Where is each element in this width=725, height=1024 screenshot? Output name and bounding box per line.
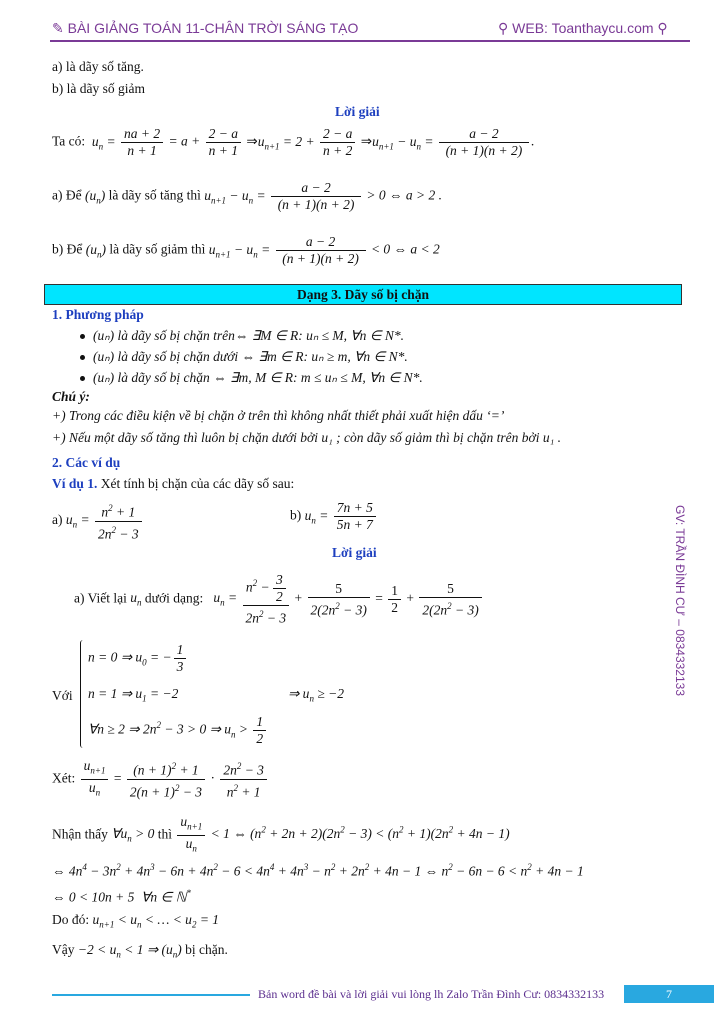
conclusion-formula: Vậy $-2 < u_n < 1$ ⇒ $(u_n)$ bị chặn. [52, 942, 228, 960]
example-text: Xét tính bị chặn của các dãy số sau: [100, 476, 295, 491]
de-a-label: a) Để [52, 187, 82, 203]
note-heading: Chú ý: [52, 389, 90, 404]
example-1 [52, 476, 294, 492]
header-left [52, 20, 358, 37]
method-title: 1. Phương pháp [52, 307, 144, 322]
header-right [498, 20, 668, 37]
note-2: +) Nếu một dãy số tăng thì luôn bị chặn dưới bởi u₁ ; còn dãy số giảm thì bị chặn trên bởi u₁ . [52, 430, 562, 445]
bullet-item: (uₙ) là dãy số bị chặn dưới ⇔ ∃m ∈ R: uₙ ≥ m, ∀n ∈ N*. [80, 349, 408, 365]
side-author: GV: TRẦN ĐÌNH CƯ – 0834332133 [673, 505, 687, 697]
voi-label: Với [52, 688, 73, 703]
example-a-formula: a) $u_n$ = $\frac{n^2 + 1}{2n^2 - 3}$ [52, 500, 144, 542]
solution-heading-2: Lời giải [332, 545, 377, 560]
taco-label: Ta có: [52, 133, 86, 149]
fraction: $\frac{na + 2}{n + 1}$ [121, 126, 163, 159]
footer-text: Bản word đề bài và lời giải vui lòng lh Zalo Trần Đình Cư: 0834332133 [258, 987, 605, 1001]
banner-title: Dạng 3. Dãy số bị chặn [296, 287, 430, 302]
solution-heading: Lời giải [335, 104, 380, 119]
dodo-formula: Do đó: $u_{n+1} < u_n$ < … < $u_2 = 1$ [52, 912, 220, 930]
note-1: +) Trong các điều kiện về bị chặn ở trên thì không nhất thiết phải xuất hiện dấu ‘=’ [52, 408, 505, 423]
footer-line [52, 994, 250, 996]
case-2: n = 1 ⇒ $u_1 = -2$ [88, 686, 179, 704]
case-brace [80, 640, 83, 748]
example-label: Ví dụ 1. [52, 476, 98, 491]
location-pin-icon: ⚲ [657, 20, 668, 36]
case-3: ∀n ≥ 2 ⇒ $2n^2 - 3 > 0$ ⇒ $u_n$ > $\frac{1}{2}$ [88, 714, 268, 747]
case-1: n = 0 ⇒ $u_0$ = − $\frac{1}{3}$ [88, 642, 188, 675]
item-a: a) là dãy số tăng. [52, 59, 144, 74]
section-banner [44, 284, 682, 305]
formula-increasing: a) Để $(u_n)$ là dãy số tăng thì $u_{n+1} - u_n$ = $\frac{a - 2}{(n + 1)(n + 2)}$ > 0 ⇔ a > 2 . [52, 180, 443, 212]
rewrite-formula: a) Viết lại $u_n$ dưới dạng: $u_n$ = $n^2$ − $\frac{3}{2}$ $2n^2 - 3$ + $\frac{5}{2(2n^2 - 3)}$ = $\frac{1}{2}$ + $\frac{5}{2(2n^2 - 3)}$ [74, 572, 484, 627]
header-website[interactable]: WEB: Toanthaycu.com [512, 20, 654, 36]
location-pin-icon: ⚲ [498, 20, 509, 36]
bullet-item: (uₙ) là dãy số bị chặn trên⇔ ∃M ∈ R: uₙ ≤ M, ∀n ∈ N*. [80, 328, 404, 344]
page-number-box [624, 985, 714, 1003]
simplify-formula: ⇔ 0 < 10n + 5 ∀n ∈ ℕ* [52, 888, 191, 905]
example-b-formula: b) $u_n$ = $\frac{7n + 5}{5n + 7}$ [290, 500, 378, 533]
nhanthay-formula: Nhận thấy $\forall u_n > 0$ thì $\frac{u_{n+1}}{u_n}$ < 1 ⇔ $(n^2 + 2n + 2)(2n^2 - 3) < (n^2 + 1)(2n^2 + 4n - 1)$ [52, 814, 510, 854]
formula-decreasing: b) Để $(u_n)$ là dãy số giảm thì $u_{n+1} - u_n$ = $\frac{a - 2}{(n + 1)(n + 2)}$ < 0 ⇔ a < 2 [52, 234, 440, 266]
ratio-formula: Xét: $\frac{u_{n+1}}{u_n}$ = $\frac{(n + 1)^2 + 1}{2(n + 1)^2 - 3}$ · $\frac{2n^2 - 3}{n^2 + 1}$ [52, 758, 269, 800]
edit-icon: ✎ [52, 20, 64, 36]
de-a-text: là dãy số tăng thì [108, 187, 201, 203]
de-b-text: là dãy số giảm thì [109, 241, 206, 257]
item-b: b) là dãy số giảm [52, 81, 145, 96]
header-title: BÀI GIẢNG TOÁN 11-CHÂN TRỜI SÁNG TẠO [67, 20, 359, 36]
case-conclusion: ⇒ $u_n \ge -2$ [288, 686, 344, 704]
page-number: 7 [666, 987, 672, 1001]
bullet-item: (uₙ) là dãy số bị chặn ⇔ ∃m, M ∈ R: m ≤ uₙ ≤ M, ∀n ∈ N*. [80, 370, 423, 386]
formula-taco: Ta có: $u_n$ = $\frac{na + 2}{n + 1}$ = a + $\frac{2 - a}{n + 1}$ $\Rightarrow u_{n+1} = 2$ + $\frac{2 - a}{n + 2}$ $\Rightarrow u_{n+1} - u_n$ = $\frac{a - 2}{(n + 1)(n + 2)}$ . [52, 126, 535, 158]
de-b-label: b) Để [52, 241, 83, 257]
examples-title: 2. Các ví dụ [52, 455, 121, 470]
header-line [50, 40, 690, 42]
expand-formula: ⇔ $4n^4 - 3n^2 + 4n^3 - 6n + 4n^2 - 6 < 4n^4 + 4n^3 - n^2 + 2n^2 + 4n - 1$ ⇔ $n^2 - 6n - 6 < n^2 + 4n - 1$ [52, 862, 584, 879]
